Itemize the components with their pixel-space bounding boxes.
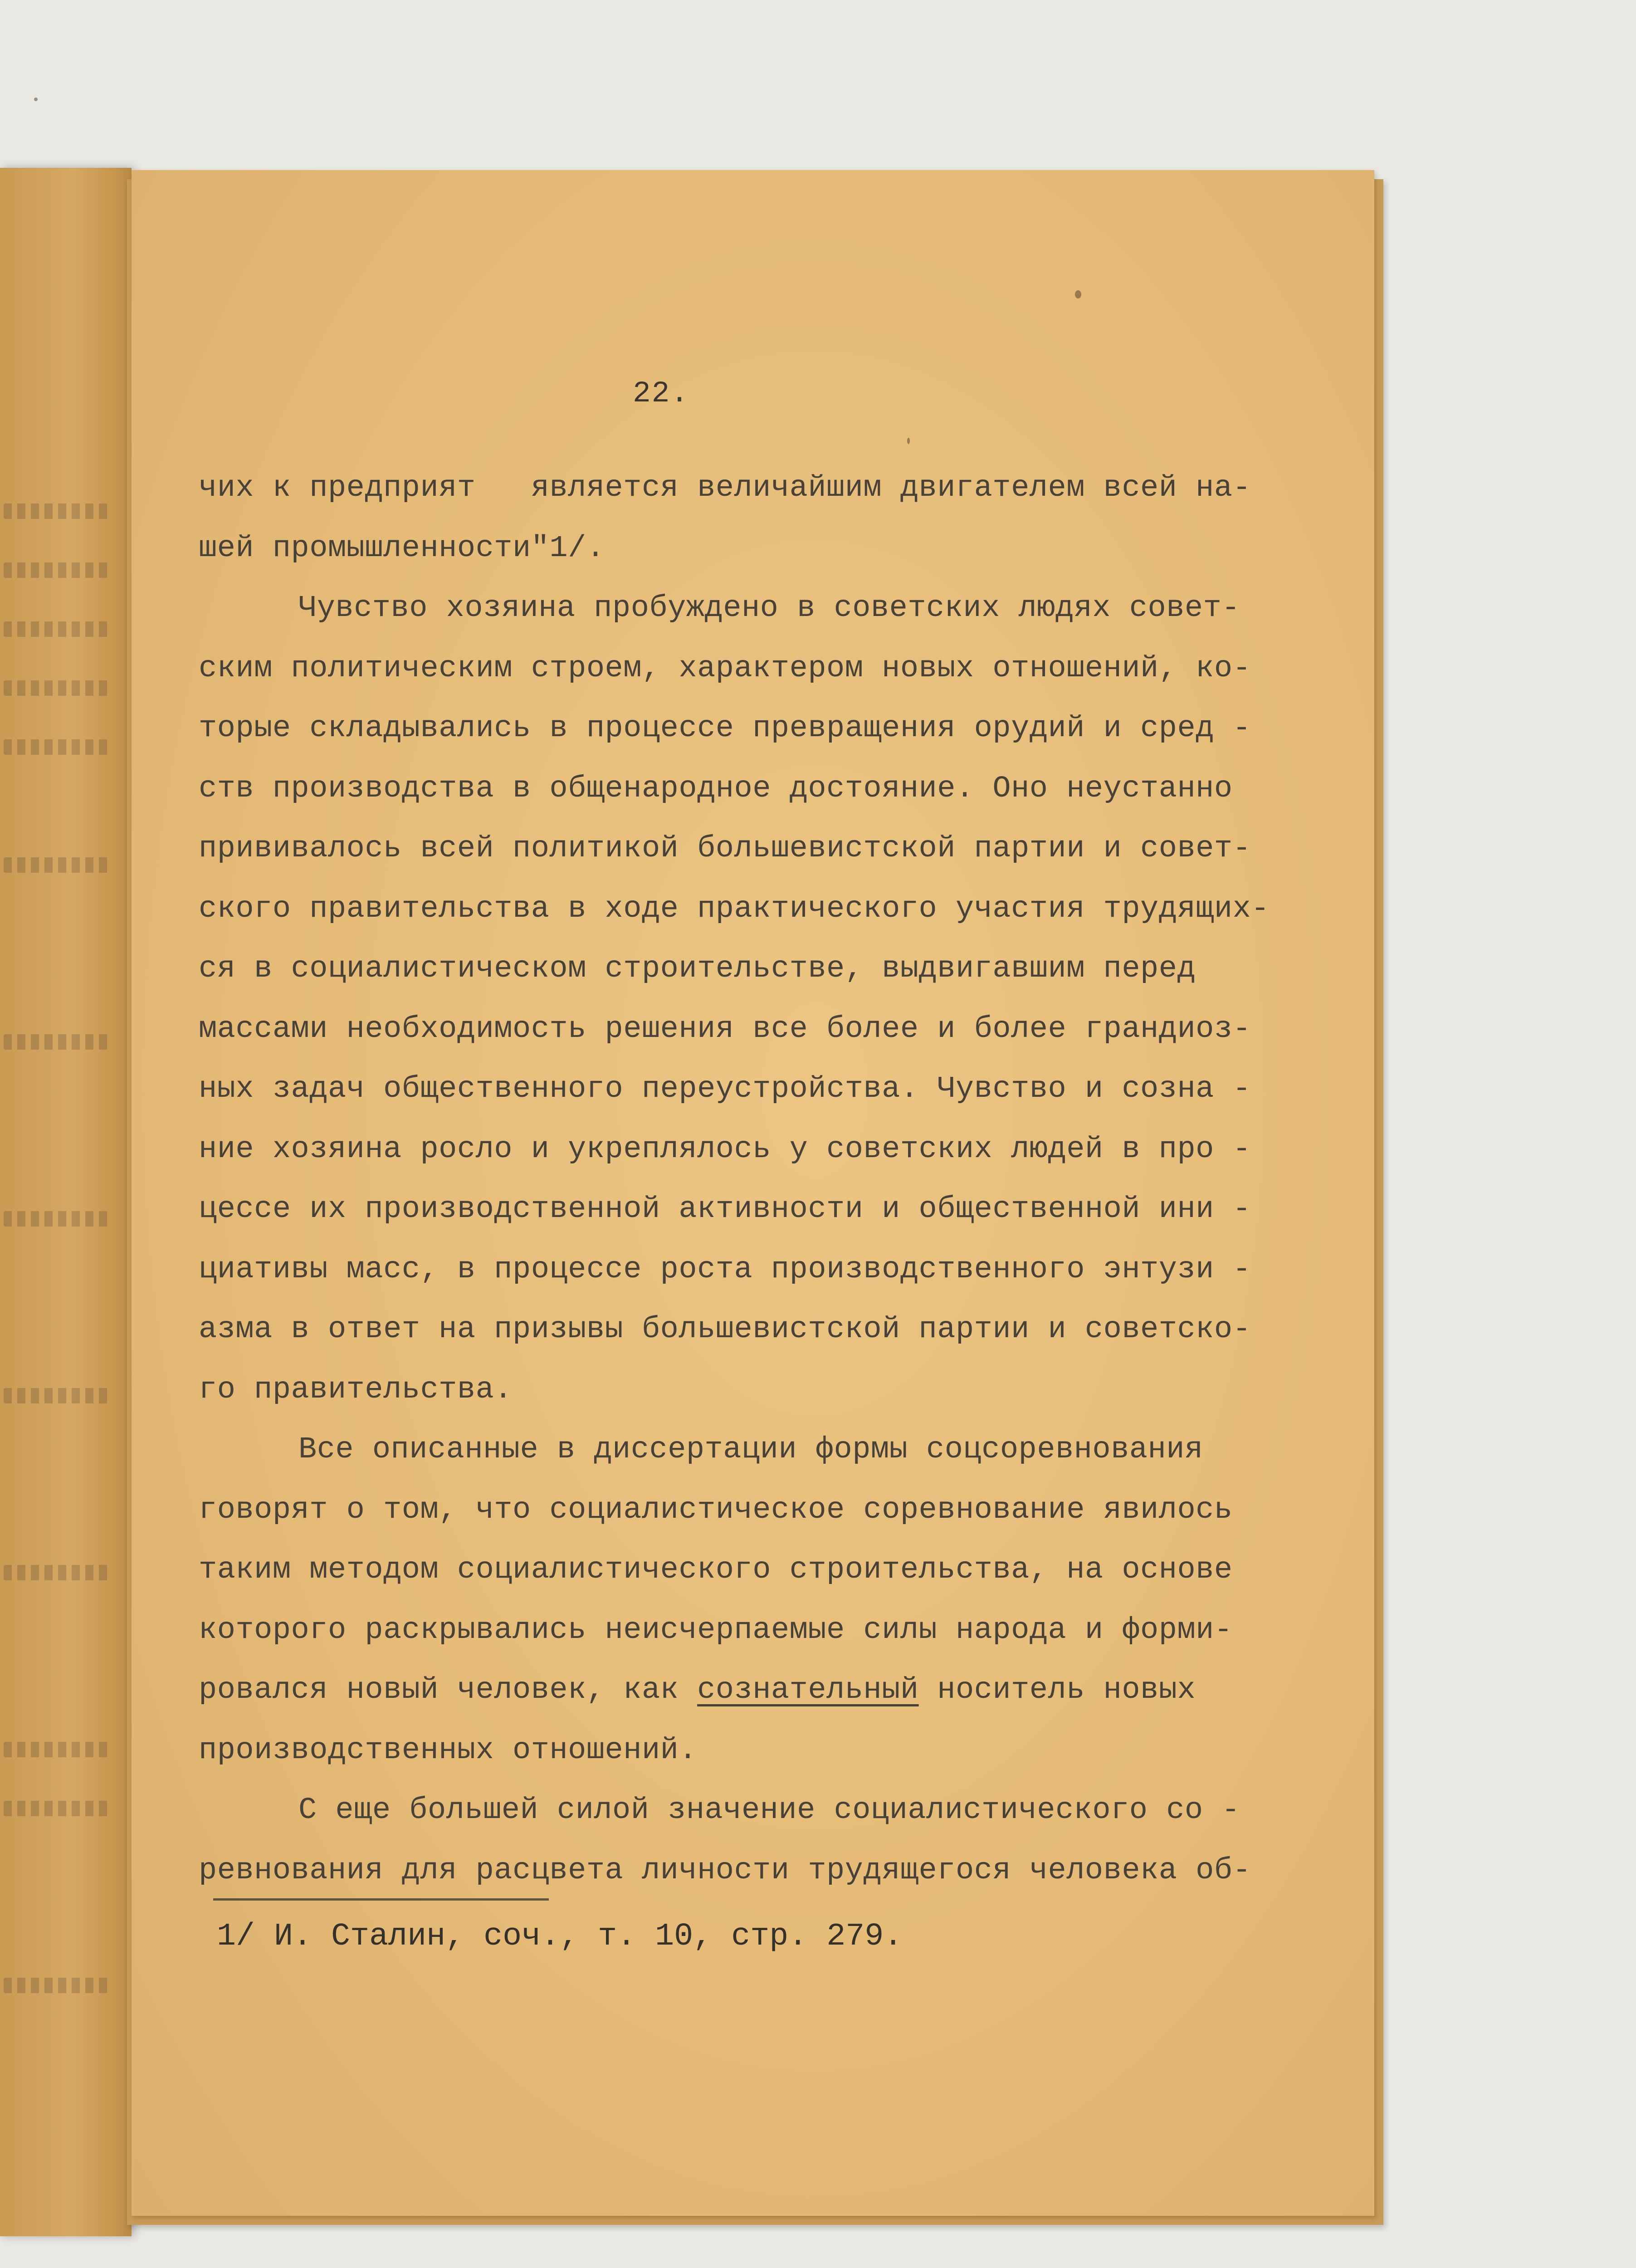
- text-line: [199, 578, 1255, 639]
- text-line: [199, 1240, 1255, 1300]
- text-line: [199, 1780, 1255, 1841]
- text-line-content: массами необходимость решения все более и более грандиоз-: [199, 1012, 1251, 1046]
- text-line-content: ся в социалистическом строительстве, выдвигавшим перед: [199, 952, 1196, 986]
- text-line-content: азма в ответ на призывы большевистской партии и советско-: [199, 1312, 1251, 1347]
- show-through-text: [4, 1034, 108, 1050]
- text-line: [199, 1841, 1255, 1901]
- text-line: [199, 1420, 1255, 1480]
- show-through-text: [4, 562, 108, 578]
- show-through-text: [4, 680, 108, 696]
- text-line-content: ским политическим строем, характером новых отношений, ко-: [199, 651, 1251, 686]
- text-line-content: го правительства.: [199, 1372, 513, 1407]
- text-line: [199, 699, 1255, 759]
- text-line: [199, 939, 1255, 999]
- show-through-text: [4, 503, 108, 519]
- text-line-content: говорят о том, что социалистическое соревнование явилось: [199, 1492, 1233, 1527]
- show-through-text: [4, 1211, 108, 1227]
- text-line-content: ревнования для расцвета личности трудящегося человека об-: [199, 1853, 1251, 1888]
- text-line: [199, 1360, 1255, 1420]
- paper-speck: [907, 438, 910, 444]
- text-line: [199, 1480, 1255, 1540]
- show-through-text: [4, 1801, 108, 1816]
- text-line-content: ского правительства в ходе практического участия трудящих-: [199, 891, 1270, 926]
- text-line: [199, 1540, 1255, 1600]
- text-line-content: ств производства в общенародное достояние. Оно неустанно: [199, 771, 1233, 806]
- show-through-text: [4, 1388, 108, 1403]
- paper-speck: [1075, 290, 1081, 298]
- paper-speck: [34, 98, 38, 101]
- text-line-content: чих к предприят является величайшим двигателем всей на-: [199, 471, 1251, 505]
- text-line-content: С еще большей силой значение социалистического со -: [298, 1793, 1240, 1828]
- text-line: [199, 1600, 1255, 1661]
- text-line-content: торые складывались в процессе превращения орудий и сред -: [199, 711, 1251, 746]
- text-line: [199, 1300, 1255, 1360]
- text-line: [199, 999, 1255, 1060]
- text-line-content: шей промышленности"1/.: [199, 531, 605, 566]
- text-line-content: таким методом социалистического строительства, на основе: [199, 1553, 1233, 1587]
- show-through-text: [4, 739, 108, 755]
- text-line: [199, 759, 1255, 819]
- text-line: [199, 1179, 1255, 1240]
- text-line-content: производственных отношений.: [199, 1733, 698, 1768]
- text-line: [199, 518, 1255, 579]
- text-line-content: Чувство хозяина пробуждено в советских людях совет-: [298, 591, 1240, 626]
- text-line-content: циативы масс, в процессе роста производственного энтузи -: [199, 1252, 1251, 1287]
- text-line: [199, 1059, 1255, 1119]
- text-line-content: ровался новый человек, как: [199, 1673, 698, 1707]
- adjacent-page-edge: [0, 168, 132, 2236]
- show-through-text: [4, 1978, 108, 1993]
- text-line-content: ние хозяина росло и укреплялось у советских людей в про -: [199, 1132, 1251, 1167]
- show-through-text: [4, 857, 108, 873]
- show-through-text: [4, 1565, 108, 1580]
- text-line-content: Все описанные в диссертации формы соцсоревнования: [298, 1432, 1203, 1467]
- text-line: [199, 1660, 1255, 1721]
- typed-body-text: [199, 458, 1270, 1901]
- text-line: [199, 1721, 1255, 1781]
- text-line-content: ных задач общественного переустройства. Чувство и созна -: [199, 1072, 1251, 1106]
- text-line: [199, 879, 1270, 939]
- footnote: 1/ И. Сталин, соч., т. 10, стр. 279.: [217, 1919, 903, 1955]
- text-line-continuation: носитель новых: [918, 1673, 1196, 1707]
- show-through-text: [4, 1742, 108, 1757]
- text-line-content: цессе их производственной активности и общественной ини -: [199, 1192, 1251, 1227]
- text-line: [199, 819, 1255, 879]
- page-number: 22.: [633, 376, 689, 411]
- show-through-text: [4, 621, 108, 637]
- text-line: [199, 639, 1255, 699]
- text-line: [199, 1119, 1255, 1180]
- text-line-content: которого раскрывались неисчерпаемые силы народа и форми-: [199, 1613, 1233, 1647]
- underlined-word: сознательный: [697, 1673, 919, 1707]
- footnote-separator: [213, 1898, 549, 1901]
- text-line-content: прививалось всей политикой большевистской партии и совет-: [199, 831, 1251, 866]
- text-line: [199, 458, 1255, 518]
